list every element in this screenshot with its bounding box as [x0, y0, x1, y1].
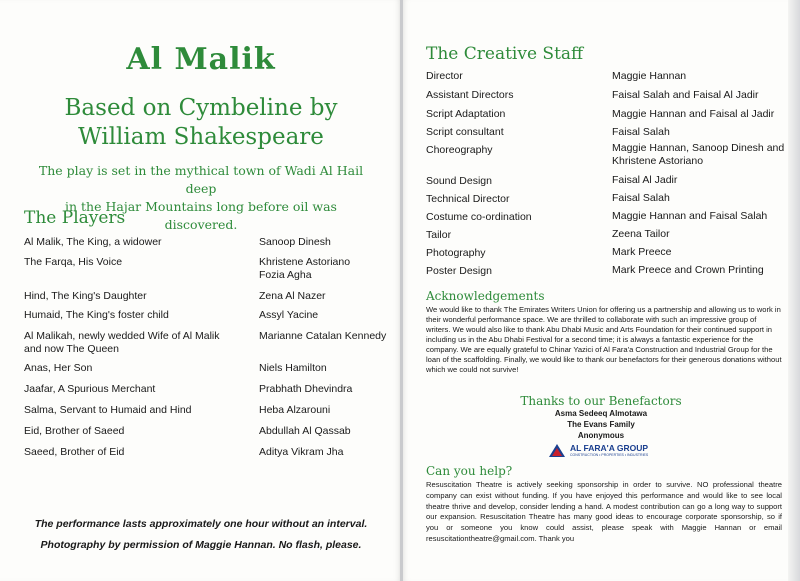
benefactor-name: The Evans Family — [567, 420, 635, 429]
al-faraa-logo — [548, 443, 678, 461]
benefactors-heading: Thanks to our Benefactors — [520, 394, 682, 408]
staff-names: Faisal Salah — [612, 192, 670, 204]
al-faraa-logo-mark — [548, 443, 566, 459]
acknowledgements-text: We would like to thank The Emirates Writers Union for offering us a partnership and allowing us to work in their wonderful performance space. We are thrilled to collaborate with such an impressive group of writers. We would also like to thank Abu Dhabi Music and Arts Foundation for their continued support in including us in the Abu Dhabi Festival for a second time; it is always a fantastic experience for the company. We are equally grateful to Chinar Yazici of Al Fara'a Construction and Industrial Group for the loan of the scaffolding. Finally, we would like to thank our benefactors for their generous donations without which we could not survive! — [426, 305, 782, 374]
subtitle-line-1: Based on Cymbeline by — [64, 95, 338, 121]
player-role: Saeed, Brother of Eid — [24, 446, 125, 458]
player-role: Jaafar, A Spurious Merchant — [24, 383, 156, 395]
staff-names: Mark Preece — [612, 246, 672, 258]
staff-heading: The Creative Staff — [426, 44, 584, 64]
player-actor: Sanoop Dinesh — [259, 236, 331, 248]
logo-subtext: CONSTRUCTION • PROPERTIES • INDUSTRIES — [570, 453, 649, 457]
staff-role: Costume co-ordination — [426, 211, 532, 223]
staff-role: Choreography — [426, 144, 493, 156]
player-actor: Prabhath Dhevindra — [259, 383, 353, 395]
player-role: Salma, Servant to Humaid and Hind — [24, 404, 192, 416]
player-actor: Niels Hamilton — [259, 362, 327, 374]
player-actor: Assyl Yacine — [259, 309, 319, 321]
staff-names: Faisal Al Jadir — [612, 174, 678, 186]
help-heading: Can you help? — [426, 464, 513, 478]
player-role: Anas, Her Son — [24, 362, 93, 374]
player-actor: Aditya Vikram Jha — [259, 446, 344, 458]
player-role: Humaid, The King's foster child — [24, 309, 169, 321]
player-role: Al Malik, The King, a widower — [24, 236, 162, 248]
setting-line-1: The play is set in the mythical town of Wadi Al Hail deep — [38, 163, 364, 196]
player-role: Al Malikah, newly wedded Wife of Al Malik and now The Queen — [24, 330, 220, 355]
staff-role: Script Adaptation — [426, 108, 506, 120]
page-edge — [788, 0, 800, 581]
subtitle-line-2: William Shakespeare — [78, 124, 324, 150]
staff-names: Zeena Tailor — [612, 228, 670, 240]
benefactor-name: Asma Sedeeq Almotawa — [554, 409, 648, 418]
player-actor: Marianne Catalan Kennedy — [259, 330, 387, 342]
staff-names: Maggie Hannan and Faisal Salah — [612, 210, 768, 222]
player-role: Eid, Brother of Saeed — [24, 425, 125, 437]
footer-duration: The performance lasts approximately one hour without an interval. — [34, 518, 368, 530]
staff-role: Technical Director — [426, 193, 510, 205]
staff-names: Maggie Hannan and Faisal al Jadir — [612, 108, 775, 120]
benefactor-name: Anonymous — [577, 431, 625, 440]
page-fold — [400, 0, 403, 581]
staff-role: Script consultant — [426, 126, 504, 138]
staff-names: Maggie Hannan, Sanoop Dinesh and Khristene Astoriano — [612, 142, 785, 167]
acknowledgements-heading: Acknowledgements — [426, 289, 545, 303]
staff-role: Assistant Directors — [426, 89, 514, 101]
footer-photography: Photography by permission of Maggie Hannan. No flash, please. — [40, 539, 362, 551]
player-role: Hind, The King's Daughter — [24, 290, 147, 302]
logo-text: AL FARA'A GROUP — [570, 443, 649, 453]
setting-line-2: in the Hajar Mountains long before oil was discovered. — [65, 199, 337, 232]
staff-role: Sound Design — [426, 175, 492, 187]
help-text: Resuscitation Theatre is actively seeking sponsorship in order to survive. NO professional theatre company can exist without funding. If you have enjoyed this performance and would like to see local theatre thrive and develop, consider lending a hand. A modest contribution can go a long way to support our expansion. Resuscitation Theatre has many good ideas to encourage corporate sponsorship, so if you or someone you know could assist, please speak with Maggie Hannan or email resuscitationtheatre@gmail.com. Thank you — [426, 480, 782, 543]
staff-names: Faisal Salah — [612, 126, 670, 138]
staff-names: Mark Preece and Crown Printing — [612, 264, 764, 276]
player-actor: Heba Alzarouni — [259, 404, 331, 416]
players-heading: The Players — [24, 208, 126, 228]
staff-role: Poster Design — [426, 265, 492, 277]
staff-role: Photography — [426, 247, 486, 259]
player-role: The Farqa, His Voice — [24, 256, 123, 268]
staff-role: Director — [426, 70, 463, 82]
staff-names: Maggie Hannan — [612, 70, 687, 82]
play-title: Al Malik — [126, 42, 276, 77]
player-actor: Zena Al Nazer — [259, 290, 326, 302]
staff-role: Tailor — [426, 229, 452, 241]
staff-names: Faisal Salah and Faisal Al Jadir — [612, 89, 759, 101]
player-actor: Abdullah Al Qassab — [259, 425, 351, 437]
player-actor: Khristene Astoriano Fozia Agha — [259, 256, 351, 281]
